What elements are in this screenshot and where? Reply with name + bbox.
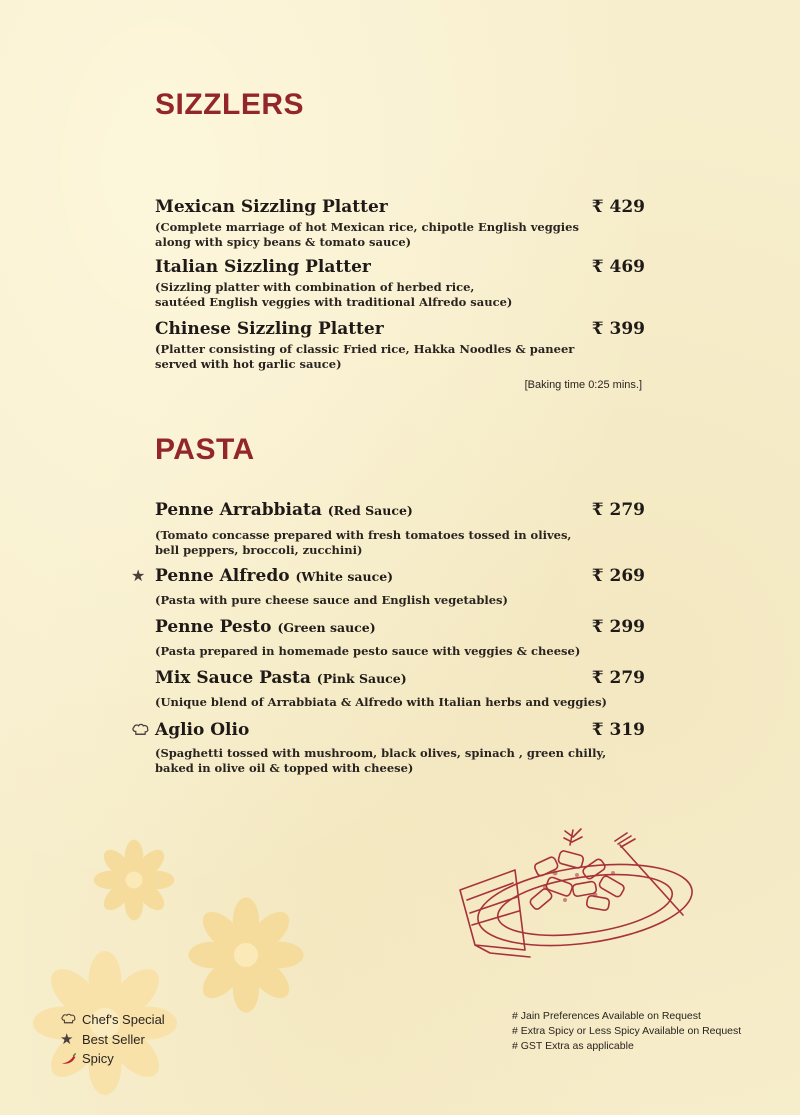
item-description: (Pasta with pure cheese sauce and English vegetables) bbox=[155, 593, 508, 607]
section-title-sizzlers: SIZZLERS bbox=[155, 88, 305, 121]
item-description: (Sizzling platter with combination of herbed rice, sautéed English veggies with traditional Alfredo sauce) bbox=[155, 280, 513, 309]
item-name: Chinese Sizzling Platter bbox=[155, 319, 384, 339]
section-title-pasta: PASTA bbox=[155, 433, 255, 466]
menu-item bbox=[155, 617, 645, 659]
dish-illustration bbox=[455, 825, 700, 975]
item-description: (Unique blend of Arrabbiata & Alfredo with Italian herbs and veggies) bbox=[155, 695, 607, 709]
legend-label: Chef's Special bbox=[82, 1012, 165, 1028]
item-price: ₹ 429 bbox=[591, 197, 645, 217]
item-price: ₹ 399 bbox=[591, 319, 645, 339]
legend bbox=[60, 1010, 165, 1069]
legend-best-seller bbox=[60, 1030, 165, 1050]
item-name: Italian Sizzling Platter bbox=[155, 257, 371, 277]
item-price: ₹ 279 bbox=[591, 500, 645, 520]
flower-ornament bbox=[186, 895, 306, 1015]
item-name: Penne Arrabbiata (Red Sauce) bbox=[155, 500, 413, 520]
menu-item bbox=[155, 197, 645, 250]
item-name: Penne Pesto (Green sauce) bbox=[155, 617, 376, 637]
item-price: ₹ 269 bbox=[591, 566, 645, 586]
item-description: (Tomato concasse prepared with fresh tomatoes tossed in olives, bell peppers, broccoli, zucchini) bbox=[155, 528, 572, 557]
note-line: # Jain Preferences Available on Request bbox=[512, 1010, 701, 1022]
item-name: Penne Alfredo (White sauce) bbox=[155, 566, 394, 586]
note-line: # Extra Spicy or Less Spicy Available on Request bbox=[512, 1025, 742, 1037]
item-name: Aglio Olio bbox=[155, 720, 250, 740]
flower-ornament bbox=[92, 838, 176, 922]
chef-hat-icon bbox=[60, 1013, 82, 1026]
chef-hat-icon bbox=[131, 723, 150, 738]
star-icon: ★ bbox=[60, 1030, 74, 1049]
item-description: (Pasta prepared in homemade pesto sauce with veggies & cheese) bbox=[155, 644, 581, 658]
legend-label: Best Seller bbox=[82, 1031, 145, 1047]
legend-chef-special bbox=[60, 1010, 165, 1030]
menu-item bbox=[155, 257, 645, 310]
footer-notes bbox=[512, 1009, 741, 1054]
item-price: ₹ 279 bbox=[591, 668, 645, 688]
item-description: (Complete marriage of hot Mexican rice, chipotle English veggies along with spicy beans & tomato sauce) bbox=[155, 220, 579, 249]
legend-label: Spicy bbox=[82, 1051, 114, 1067]
item-description: (Platter consisting of classic Fried rice, Hakka Noodles & paneer served with hot garlic sauce) bbox=[155, 342, 575, 371]
item-price: ₹ 319 bbox=[591, 720, 645, 740]
chili-icon bbox=[60, 1053, 82, 1065]
legend-spicy bbox=[60, 1049, 165, 1069]
item-price: ₹ 299 bbox=[591, 617, 645, 637]
item-sauce: (Red Sauce) bbox=[327, 503, 413, 518]
item-name: Mexican Sizzling Platter bbox=[155, 197, 388, 217]
item-name: Mix Sauce Pasta (Pink Sauce) bbox=[155, 668, 407, 688]
note-line: # GST Extra as applicable bbox=[512, 1040, 634, 1052]
star-icon: ★ bbox=[131, 566, 146, 585]
item-sauce: (White sauce) bbox=[295, 569, 394, 584]
baking-time-note: [Baking time 0:25 mins.] bbox=[524, 379, 642, 391]
item-description: (Spaghetti tossed with mushroom, black olives, spinach , green chilly, baked in olive oil & topped with cheese) bbox=[155, 746, 607, 775]
menu-item bbox=[155, 720, 645, 776]
menu-item bbox=[155, 500, 645, 558]
menu-item bbox=[131, 566, 645, 608]
menu-item bbox=[155, 319, 645, 372]
item-sauce: (Green sauce) bbox=[277, 620, 376, 635]
item-sauce: (Pink Sauce) bbox=[316, 671, 407, 686]
item-price: ₹ 469 bbox=[591, 257, 645, 277]
menu-item bbox=[155, 668, 645, 710]
